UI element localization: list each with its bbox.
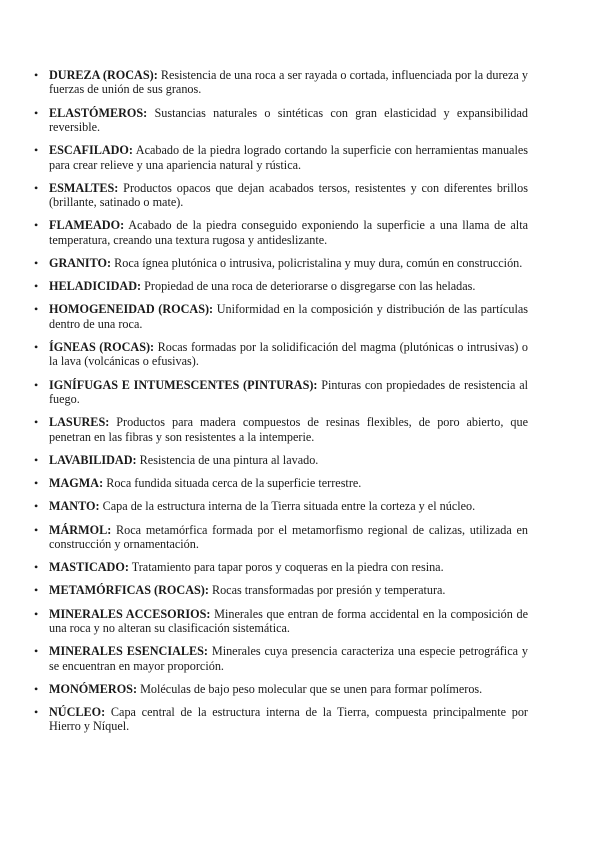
glossary-definition: Rocas transformadas por presión y temperatura.	[208, 583, 446, 598]
glossary-entry	[34, 415, 528, 444]
bullet-icon: •	[34, 302, 39, 317]
glossary-definition: Moléculas de bajo peso molecular que se unen para formar polímeros.	[137, 681, 483, 696]
glossary-definition: Uniformidad en la composición y distribución de las partículas dentro de una roca.	[49, 302, 528, 331]
bullet-icon: •	[34, 279, 39, 294]
glossary-term: HOMOGENEIDAD (ROCAS):	[49, 302, 214, 317]
glossary-term: ESMALTES:	[49, 180, 119, 195]
bullet-icon: •	[34, 452, 39, 467]
glossary-entry	[34, 279, 528, 293]
glossary-definition: Minerales que entran de forma accidental en la composición de una roca y no alteran su clasificación sistemática.	[49, 606, 528, 635]
glossary-definition: Resistencia de una pintura al lavado.	[136, 452, 319, 467]
glossary-term: MANTO:	[49, 499, 100, 514]
glossary-entry	[34, 68, 528, 97]
glossary-term: METAMÓRFICAS (ROCAS):	[49, 583, 209, 598]
glossary-entry	[34, 256, 528, 270]
glossary-term: MINERALES ACCESORIOS:	[49, 606, 211, 621]
bullet-icon: •	[34, 644, 39, 659]
glossary-definition: Productos opacos que dejan acabados tersos, resistentes y con diferentes brillos (brillante, satinado o mate).	[49, 180, 528, 210]
glossary-term: MONÓMEROS:	[49, 681, 138, 696]
bullet-icon: •	[34, 180, 39, 195]
glossary-definition: Roca fundida situada cerca de la superficie terrestre.	[103, 476, 362, 491]
glossary-entry	[34, 453, 528, 467]
glossary-entry	[34, 302, 528, 331]
glossary-definition: Propiedad de una roca de deteriorarse o disgregarse con las heladas.	[141, 279, 476, 294]
glossary-entry	[34, 106, 528, 135]
bullet-icon: •	[34, 143, 39, 158]
bullet-icon: •	[34, 256, 39, 271]
glossary-entry	[34, 560, 528, 574]
glossary-entry	[34, 583, 528, 597]
glossary-term: FLAMEADO:	[49, 218, 125, 233]
glossary-term: DUREZA (ROCAS):	[49, 68, 158, 82]
glossary-entry	[34, 378, 528, 407]
bullet-icon: •	[34, 218, 39, 233]
bullet-icon: •	[34, 105, 39, 120]
glossary-term: ÍGNEAS (ROCAS):	[49, 340, 155, 355]
bullet-icon: •	[34, 377, 39, 392]
glossary-definition: Acabado de la piedra conseguido exponiendo la superficie a una llama de alta temperatura, creando una textura rugosa y antideslizante.	[49, 218, 528, 247]
glossary-term: MASTICADO:	[49, 560, 129, 575]
glossary-definition: Productos para madera compuestos de resinas flexibles, de poro abierto, que penetran en las fibras y son resistentes a la intemperie.	[49, 415, 528, 444]
glossary-definition: Roca ígnea plutónica o intrusiva, policristalina y muy dura, común en construcción.	[111, 256, 523, 271]
glossary-term: LASURES:	[49, 415, 110, 430]
glossary-definition: Roca metamórfica formada por el metamorfismo regional de calizas, utilizada en construcción y ornamentación.	[49, 522, 528, 551]
glossary-term: GRANITO:	[49, 256, 112, 271]
glossary-definition: Sustancias naturales o sintéticas con gran elasticidad y expansibilidad reversible.	[49, 105, 528, 135]
bullet-icon: •	[34, 583, 39, 598]
glossary-entry	[34, 644, 528, 673]
glossary-definition: Capa de la estructura interna de la Tierra situada entre la corteza y el núcleo.	[99, 499, 476, 514]
bullet-icon: •	[34, 606, 39, 621]
glossary-entry	[34, 705, 528, 734]
glossary-entry	[34, 340, 528, 369]
glossary-definition: Tratamiento para tapar poros y coqueras en la piedra con resina.	[128, 560, 444, 575]
bullet-icon: •	[34, 522, 39, 537]
glossary-definition: Capa central de la estructura interna de la Tierra, compuesta principalmente por Hierro y Níquel.	[49, 704, 528, 734]
bullet-icon: •	[34, 340, 39, 355]
glossary-term: MINERALES ESENCIALES:	[49, 644, 208, 659]
bullet-icon: •	[34, 681, 39, 696]
glossary-term: HELADICIDAD:	[49, 279, 142, 294]
glossary-term: NÚCLEO:	[49, 704, 106, 719]
bullet-icon: •	[34, 68, 39, 82]
glossary-term: LAVABILIDAD:	[49, 452, 137, 467]
glossary-entry	[34, 682, 528, 696]
glossary-entry	[34, 143, 528, 172]
bullet-icon: •	[34, 560, 39, 575]
glossary-definition: Pinturas con propiedades de resistencia al fuego.	[49, 377, 528, 407]
glossary-list	[34, 68, 528, 734]
bullet-icon: •	[34, 476, 39, 491]
bullet-icon: •	[34, 704, 39, 719]
glossary-entry	[34, 523, 528, 552]
glossary-entry	[34, 499, 528, 513]
glossary-term: MAGMA:	[49, 476, 104, 491]
glossary-definition: Resistencia de una roca a ser rayada o cortada, influenciada por la dureza y fuerzas de unión de sus granos.	[49, 68, 528, 97]
glossary-term: ESCAFILADO:	[49, 143, 133, 158]
glossary-definition: Acabado de la piedra logrado cortando la superficie con herramientas manuales para crear relieve y una apariencia natural y rústica.	[49, 143, 528, 172]
glossary-definition: Minerales cuya presencia caracteriza una especie petrográfica y se encuentran en mayor proporción.	[49, 644, 528, 673]
glossary-entry	[34, 218, 528, 247]
glossary-entry	[34, 476, 528, 490]
glossary-definition: Rocas formadas por la solidificación del magma (plutónicas o intrusivas) o la lava (volcánicas o efusivas).	[49, 340, 528, 369]
bullet-icon: •	[34, 415, 39, 430]
glossary-term: ELASTÓMEROS:	[49, 105, 148, 120]
glossary-term: IGNÍFUGAS E INTUMESCENTES (PINTURAS):	[49, 377, 318, 392]
glossary-entry	[34, 607, 528, 636]
glossary-entry	[34, 181, 528, 210]
bullet-icon: •	[34, 499, 39, 514]
glossary-term: MÁRMOL:	[49, 522, 112, 537]
